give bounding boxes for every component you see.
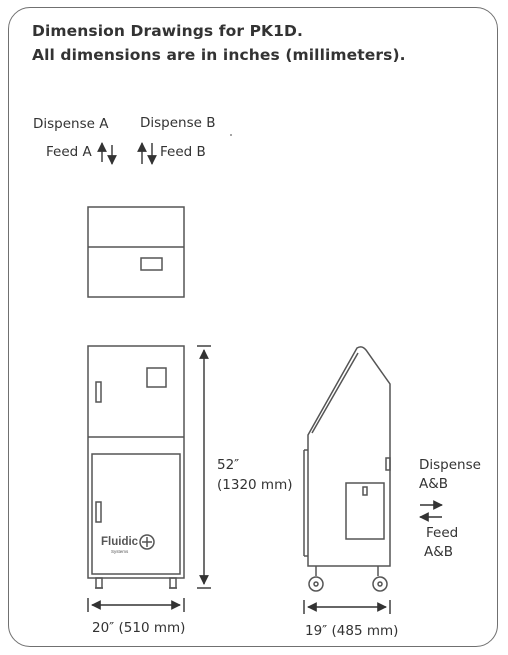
logo-text: Fluidic: [101, 536, 139, 548]
width-label: 20″ (510 mm): [92, 620, 186, 636]
title-line-1: Dimension Drawings for PK1D.: [32, 22, 303, 40]
side-dispense-ab-label: A&B: [419, 476, 449, 492]
dispense-a-label: Dispense A: [33, 116, 109, 132]
feed-b-label: Feed B: [160, 144, 206, 160]
height-label-inches: 52″: [217, 457, 240, 473]
feed-a-label: Feed A: [46, 144, 92, 160]
front-view-drawing: [88, 346, 184, 588]
title-line-2: All dimensions are in inches (millimeters).: [32, 46, 406, 64]
side-dispense-label: Dispense: [419, 457, 481, 473]
height-dimension: [197, 346, 211, 588]
depth-label: 19″ (485 mm): [305, 623, 399, 639]
top-view-drawing: [88, 207, 184, 297]
logo-subtext: Systems: [111, 549, 129, 554]
fluidic-logo: [101, 535, 154, 554]
feed-b-arrows: [142, 143, 152, 164]
feed-a-arrows: [102, 143, 112, 164]
side-feed-label: Feed: [426, 525, 459, 541]
side-flow-arrows: [420, 505, 442, 517]
dispense-b-label: Dispense B: [140, 115, 216, 131]
height-label-mm: (1320 mm): [217, 477, 293, 493]
side-view-drawing: [304, 347, 390, 591]
depth-dimension: [304, 600, 390, 614]
width-dimension: [88, 598, 184, 612]
side-feed-ab-label: A&B: [424, 544, 454, 560]
